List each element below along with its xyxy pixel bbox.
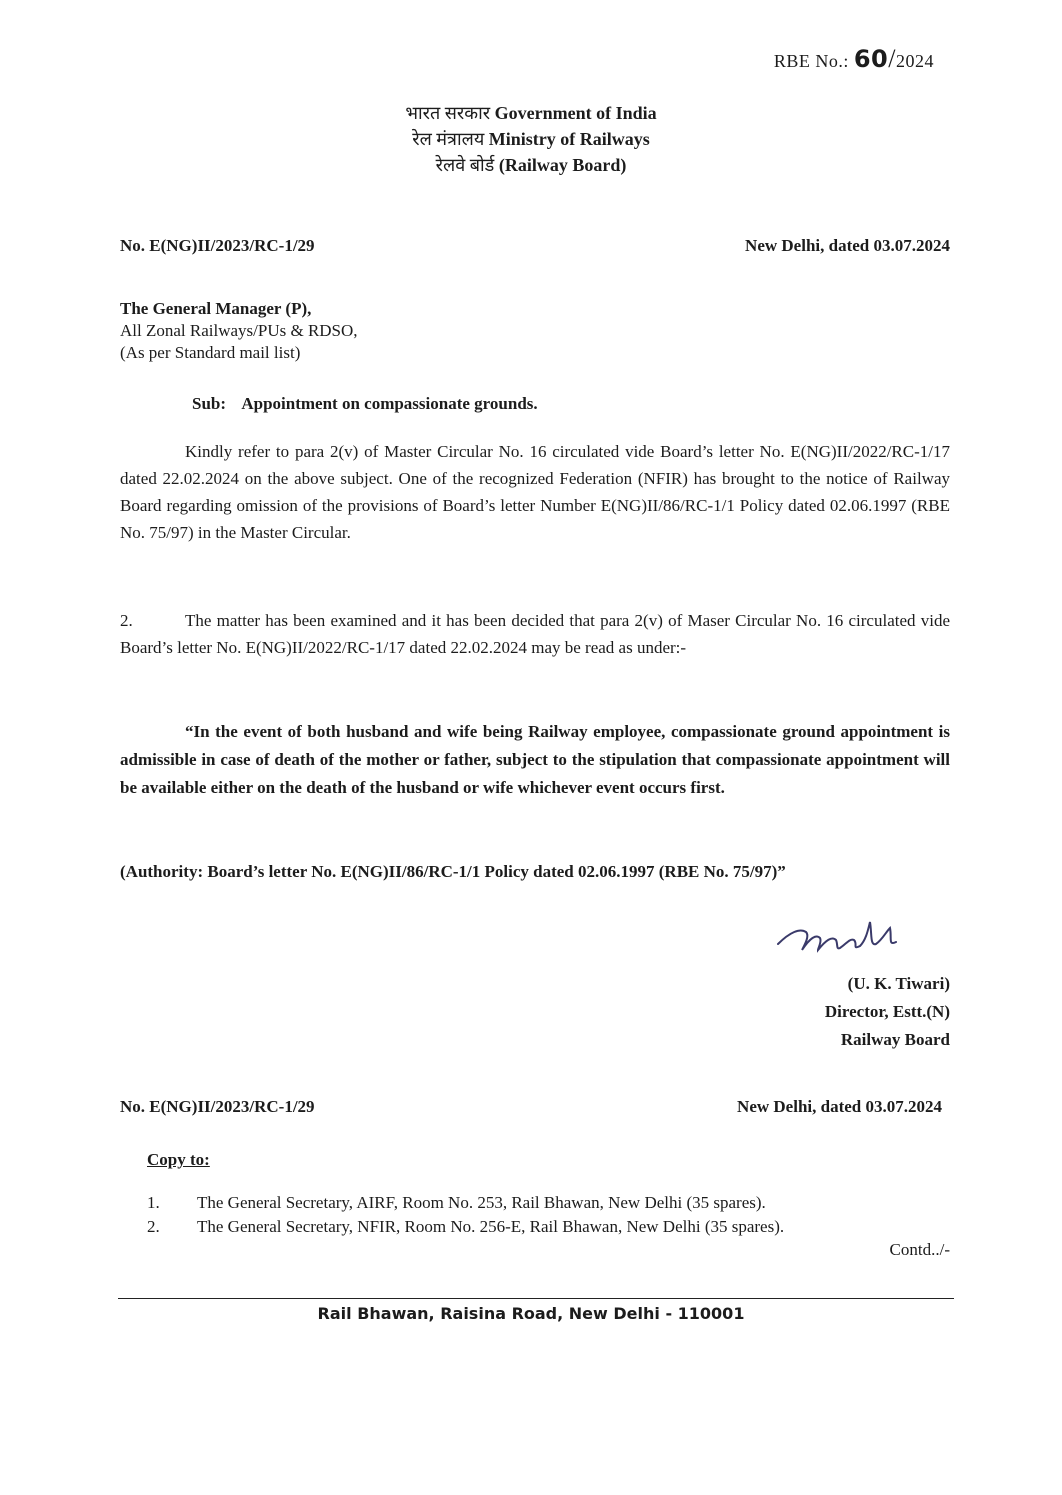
addressee <box>120 298 358 364</box>
rbe-year: 2024 <box>896 51 934 71</box>
header-en-1: Government of India <box>494 103 657 123</box>
copy-letter-date: New Delhi, dated 03.07.2024 <box>737 1097 942 1116</box>
header-hi-2: रेल मंत्रालय <box>412 129 485 149</box>
paragraph-1: Kindly refer to para 2(v) of Master Circular No. 16 circulated vide Board’s letter No. E(NG)II/2022/RC-1/17 dated 22.02.2024 on the above subject. One of the recognized Federation (NFIR) has brought to the notice of Railway Board regarding omission of the provisions of Board’s letter Number E(NG)II/86/RC-1/1 Policy dated 02.06.1997 (RBE No. 75/97) in the Master Circular. <box>120 442 950 542</box>
rbe-number-value: 60 <box>853 45 889 73</box>
copy-letter-number: No. E(NG)II/2023/RC-1/29 <box>120 1097 315 1116</box>
rbe-number <box>774 44 934 74</box>
copy-item <box>147 1193 766 1213</box>
subject-label: Sub: <box>192 394 227 413</box>
paragraph-2-number: 2. <box>120 611 133 630</box>
signer-designation: Director, Estt.(N) <box>824 1002 950 1021</box>
letter-number: No. E(NG)II/2023/RC-1/29 <box>120 236 315 255</box>
header-hi-3: रेलवे बोर्ड <box>435 155 495 175</box>
copy-item-number: 1. <box>147 1193 160 1212</box>
addressee-line-2: All Zonal Railways/PUs & RDSO, <box>120 321 358 340</box>
rbe-label: RBE No.: <box>773 51 849 71</box>
subject-text: Appointment on compassionate grounds. <box>241 394 538 413</box>
quoted-provision: “In the event of both husband and wife being Railway employee, compassionate ground appointment is admissible in case of death of the mother or father, subject to the stipulation that compassionate appointment will be available either on the death of the husband or wife whichever event occurs first. <box>120 722 950 797</box>
addressee-line-1: The General Manager (P), <box>120 299 312 318</box>
footer-divider <box>118 1298 954 1299</box>
signer-name: (U. K. Tiwari) <box>847 974 950 993</box>
copy-item <box>147 1217 784 1237</box>
footer-address: Rail Bhawan, Raisina Road, New Delhi - 110001 <box>317 1304 745 1323</box>
copy-item-text: The General Secretary, NFIR, Room No. 256-E, Rail Bhawan, New Delhi (35 spares). <box>197 1217 785 1236</box>
subject-line <box>192 394 538 414</box>
paragraph-2-text: The matter has been examined and it has been decided that para 2(v) of Maser Circular No. 16 circulated vide Board’s letter No. E(NG)II/2022/RC-1/17 dated 22.02.2024 may be read as under:- <box>120 611 950 657</box>
signature <box>770 910 950 960</box>
header-en-3: (Railway Board) <box>498 155 627 175</box>
copy-item-number: 2. <box>147 1217 160 1236</box>
authority-line: (Authority: Board’s letter No. E(NG)II/86/RC-1/1 Policy dated 02.06.1997 (RBE No. 75/97)” <box>120 862 786 881</box>
signer-block <box>825 970 950 1054</box>
header-hi-1: भारत सरकार <box>405 103 491 123</box>
letterhead <box>0 100 1062 178</box>
copy-item-text: The General Secretary, AIRF, Room No. 253, Rail Bhawan, New Delhi (35 spares). <box>197 1193 766 1212</box>
signer-office: Railway Board <box>840 1030 950 1049</box>
rbe-slash: / <box>888 44 896 73</box>
copy-to-heading: Copy to: <box>147 1150 210 1169</box>
letter-date: New Delhi, dated 03.07.2024 <box>745 236 950 255</box>
continued-marker: Contd../- <box>889 1240 950 1259</box>
addressee-line-3: (As per Standard mail list) <box>120 343 301 362</box>
paragraph-2 <box>120 607 950 661</box>
header-en-2: Ministry of Railways <box>488 129 650 149</box>
